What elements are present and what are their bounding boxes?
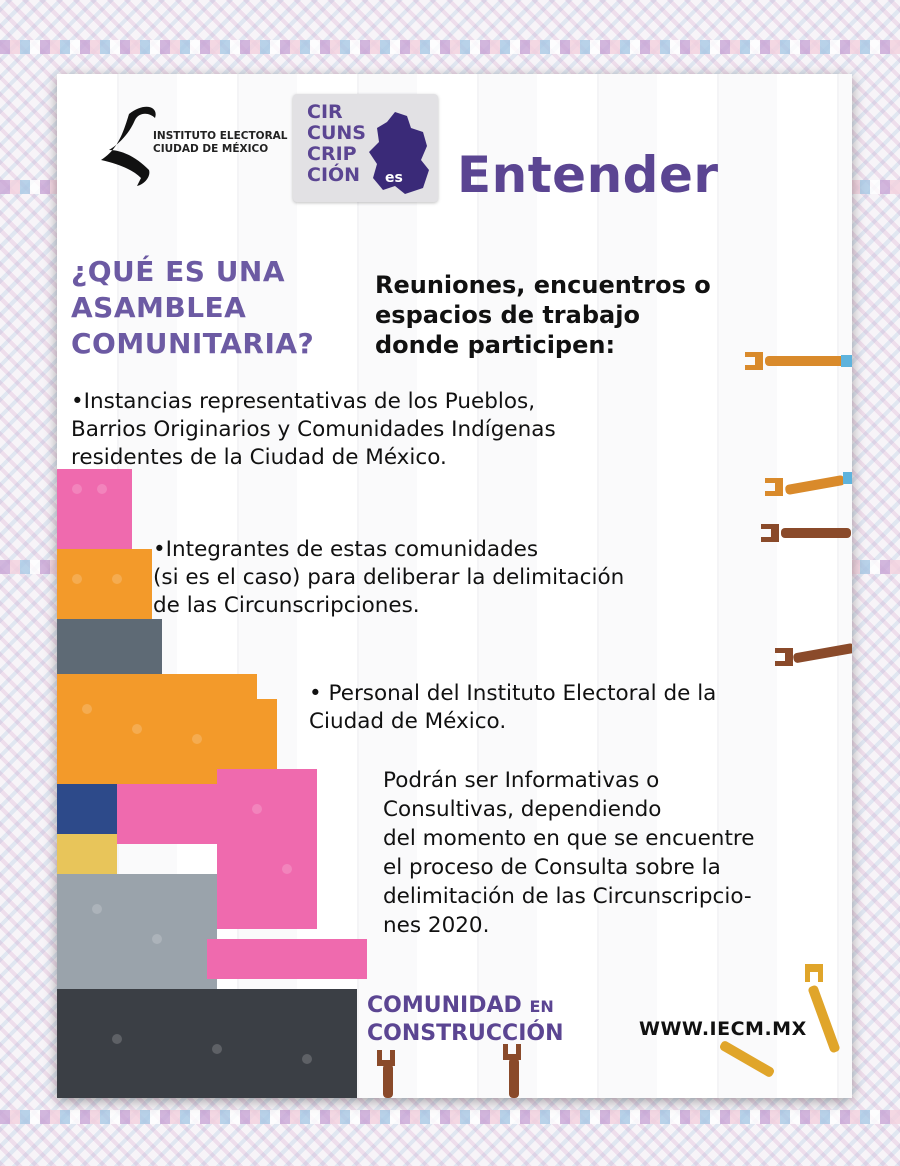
footer-comunidad: COMUNIDAD bbox=[367, 993, 522, 1018]
item-line: de las Circunscripciones. bbox=[153, 593, 420, 618]
circunscripciones-badge bbox=[293, 94, 438, 202]
badge-line: CRIP bbox=[307, 143, 357, 165]
item-line: Barrios Originarios y Comunidades Indígenas bbox=[71, 417, 556, 442]
wrench-arm-icon bbox=[745, 346, 852, 376]
pattern-band bbox=[0, 1110, 900, 1124]
logo-line: CIUDAD DE MÉXICO bbox=[153, 143, 269, 155]
paragraph-line: Consultivas, dependiendo bbox=[383, 797, 662, 822]
badge-line: CIR bbox=[307, 101, 343, 123]
reuniones-line: Reuniones, encuentros o bbox=[375, 271, 711, 299]
question-line: ASAMBLEA bbox=[71, 291, 247, 324]
footer-en: EN bbox=[529, 997, 554, 1016]
item-personal bbox=[309, 680, 716, 736]
paragraph-line: el proceso de Consulta sobre la bbox=[383, 855, 721, 880]
comunidad-en-construccion bbox=[367, 992, 564, 1047]
pattern-band bbox=[0, 40, 900, 54]
item-integrantes bbox=[153, 536, 624, 620]
paragraph-line: nes 2020. bbox=[383, 913, 490, 938]
reuniones-line: donde participen: bbox=[375, 331, 616, 359]
poster-card bbox=[57, 74, 852, 1098]
logo-line: INSTITUTO ELECTORAL bbox=[153, 130, 288, 142]
item-line: (si es el caso) para deliberar la delimitación bbox=[153, 565, 625, 590]
paragraph-line: del momento en que se encuentre bbox=[383, 826, 755, 851]
headline: Entender bbox=[457, 146, 719, 204]
paragraph-line: delimitación de las Circunscripcio- bbox=[383, 884, 752, 909]
question-line: ¿QUÉ ES UNA bbox=[71, 255, 286, 288]
website-link[interactable]: WWW.IECM.MX bbox=[639, 1018, 807, 1040]
item-line: residentes de la Ciudad de México. bbox=[71, 445, 447, 470]
podran-paragraph bbox=[383, 766, 754, 940]
item-pueblos bbox=[71, 388, 556, 472]
item-line: • Personal del Instituto Electoral de la bbox=[309, 681, 717, 706]
item-line: Ciudad de México. bbox=[309, 709, 507, 734]
wrench-arm-icon bbox=[373, 1050, 403, 1098]
wrench-arm-icon bbox=[707, 1034, 777, 1084]
wrench-arm-icon bbox=[761, 518, 851, 548]
paragraph-line: Podrán ser Informativas o bbox=[383, 768, 660, 793]
wrench-arm-icon bbox=[499, 1044, 529, 1098]
footer-construccion: CONSTRUCCIÓN bbox=[367, 1021, 564, 1046]
item-line: •Integrantes de estas comunidades bbox=[153, 537, 539, 562]
question-title bbox=[71, 254, 314, 362]
item-line: •Instancias representativas de los Pueblos, bbox=[71, 389, 536, 414]
wrench-arm-icon bbox=[765, 466, 852, 506]
logo-text bbox=[153, 130, 288, 156]
wrench-arm-icon bbox=[801, 964, 851, 1054]
badge-es: es bbox=[385, 170, 403, 186]
reuniones-heading bbox=[375, 270, 711, 360]
iecm-logo bbox=[89, 94, 289, 194]
question-line: COMUNITARIA? bbox=[71, 327, 315, 360]
wrench-arm-icon bbox=[775, 634, 852, 674]
badge-line: CUNS bbox=[307, 122, 366, 144]
reuniones-line: espacios de trabajo bbox=[375, 301, 640, 329]
badge-line: CIÓN bbox=[307, 164, 361, 186]
